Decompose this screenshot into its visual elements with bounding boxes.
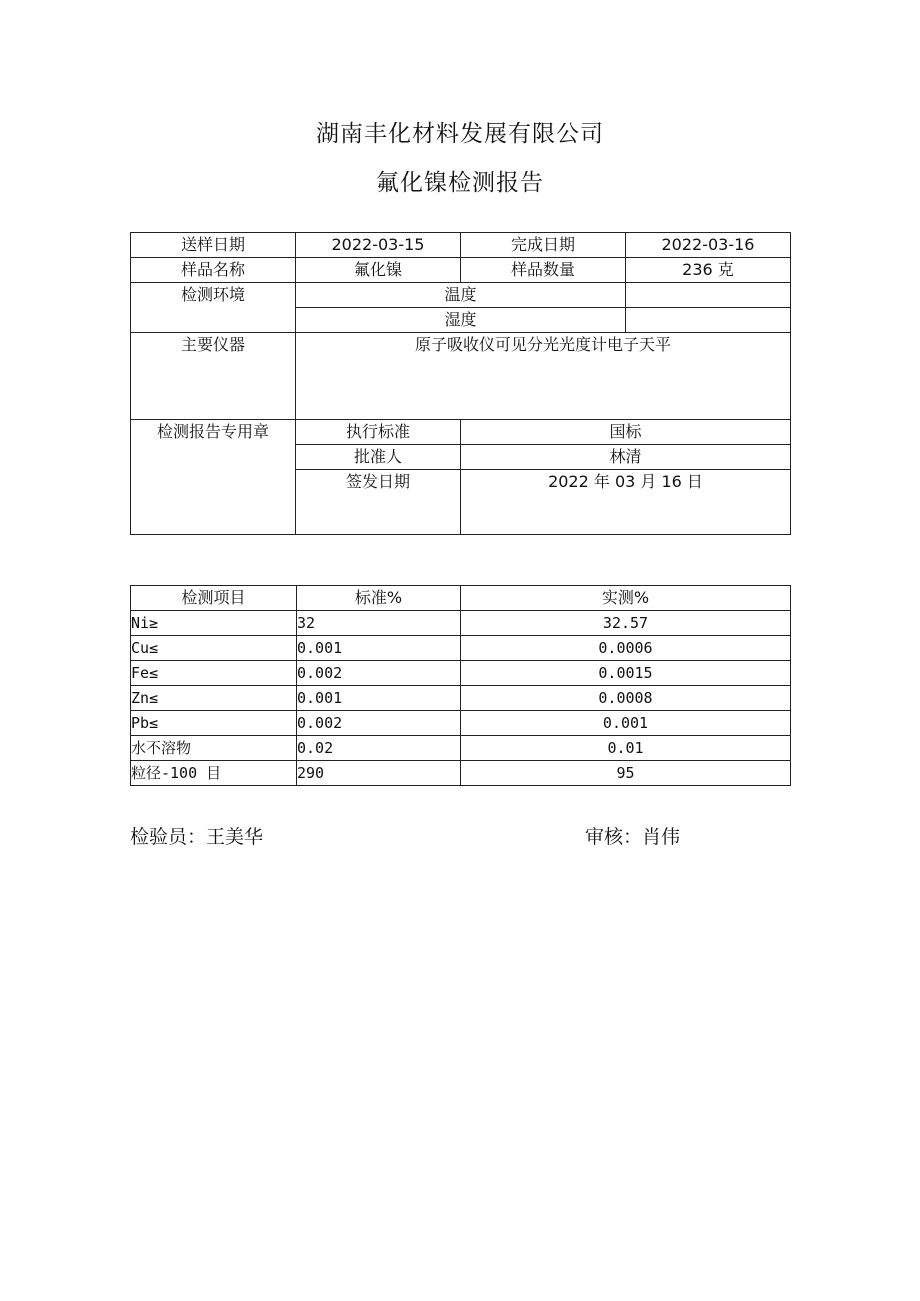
humidity-label: 湿度	[296, 308, 626, 333]
test-item: 水不溶物	[131, 736, 297, 761]
complete-date-label: 完成日期	[461, 233, 626, 258]
send-date-value: 2022-03-15	[296, 233, 461, 258]
table-row	[131, 611, 791, 636]
table-header-row	[131, 586, 791, 611]
report-info-table	[130, 232, 791, 535]
test-item: Cu≤	[131, 636, 297, 661]
sample-name-label: 样品名称	[131, 258, 296, 283]
measured-value: 0.0006	[461, 636, 791, 661]
standard-value: 0.02	[297, 736, 461, 761]
measured-value: 0.001	[461, 711, 791, 736]
table-row	[131, 761, 791, 786]
issue-date-value: 2022 年 03 月 16 日	[461, 470, 791, 535]
column-header: 标准%	[297, 586, 461, 611]
test-item: Pb≤	[131, 711, 297, 736]
approver-label: 批准人	[296, 445, 461, 470]
approver-value: 林清	[461, 445, 791, 470]
table-row	[131, 420, 791, 445]
issue-date-label: 签发日期	[296, 470, 461, 535]
measured-value: 0.0008	[461, 686, 791, 711]
table-row	[131, 686, 791, 711]
complete-date-value: 2022-03-16	[626, 233, 791, 258]
standard-value: 国标	[461, 420, 791, 445]
table-row	[131, 636, 791, 661]
inspector-signature: 检验员：王美华	[130, 826, 264, 848]
column-header: 检测项目	[131, 586, 297, 611]
table-row	[131, 258, 791, 283]
test-item: Zn≤	[131, 686, 297, 711]
sample-qty-value: 236 克	[626, 258, 791, 283]
table-row	[131, 661, 791, 686]
measured-value: 95	[461, 761, 791, 786]
standard-value: 290	[297, 761, 461, 786]
humidity-value	[626, 308, 791, 333]
standard-value: 0.001	[297, 636, 461, 661]
table-row	[131, 333, 791, 420]
test-item: 粒径-100 目	[131, 761, 297, 786]
standard-value: 0.002	[297, 661, 461, 686]
report-title: 氟化镍检测报告	[376, 170, 544, 196]
sample-qty-label: 样品数量	[461, 258, 626, 283]
environment-label: 检测环境	[131, 283, 296, 333]
standard-value: 0.001	[297, 686, 461, 711]
test-item: Ni≥	[131, 611, 297, 636]
measured-value: 0.0015	[461, 661, 791, 686]
table-row	[131, 736, 791, 761]
measured-value: 32.57	[461, 611, 791, 636]
company-title: 湖南丰化材料发展有限公司	[316, 121, 604, 147]
standard-value: 32	[297, 611, 461, 636]
temperature-label: 温度	[296, 283, 626, 308]
column-header: 实测%	[461, 586, 791, 611]
sample-name-value: 氟化镍	[296, 258, 461, 283]
table-row	[131, 233, 791, 258]
instrument-value: 原子吸收仪可见分光光度计电子天平	[296, 333, 791, 420]
standard-label: 执行标准	[296, 420, 461, 445]
reviewer-signature: 审核：肖伟	[585, 826, 681, 848]
instrument-label: 主要仪器	[131, 333, 296, 420]
temperature-value	[626, 283, 791, 308]
results-table	[130, 585, 791, 786]
table-row	[131, 283, 791, 308]
test-item: Fe≤	[131, 661, 297, 686]
seal-label: 检测报告专用章	[131, 420, 296, 535]
send-date-label: 送样日期	[131, 233, 296, 258]
measured-value: 0.01	[461, 736, 791, 761]
table-row	[131, 711, 791, 736]
standard-value: 0.002	[297, 711, 461, 736]
